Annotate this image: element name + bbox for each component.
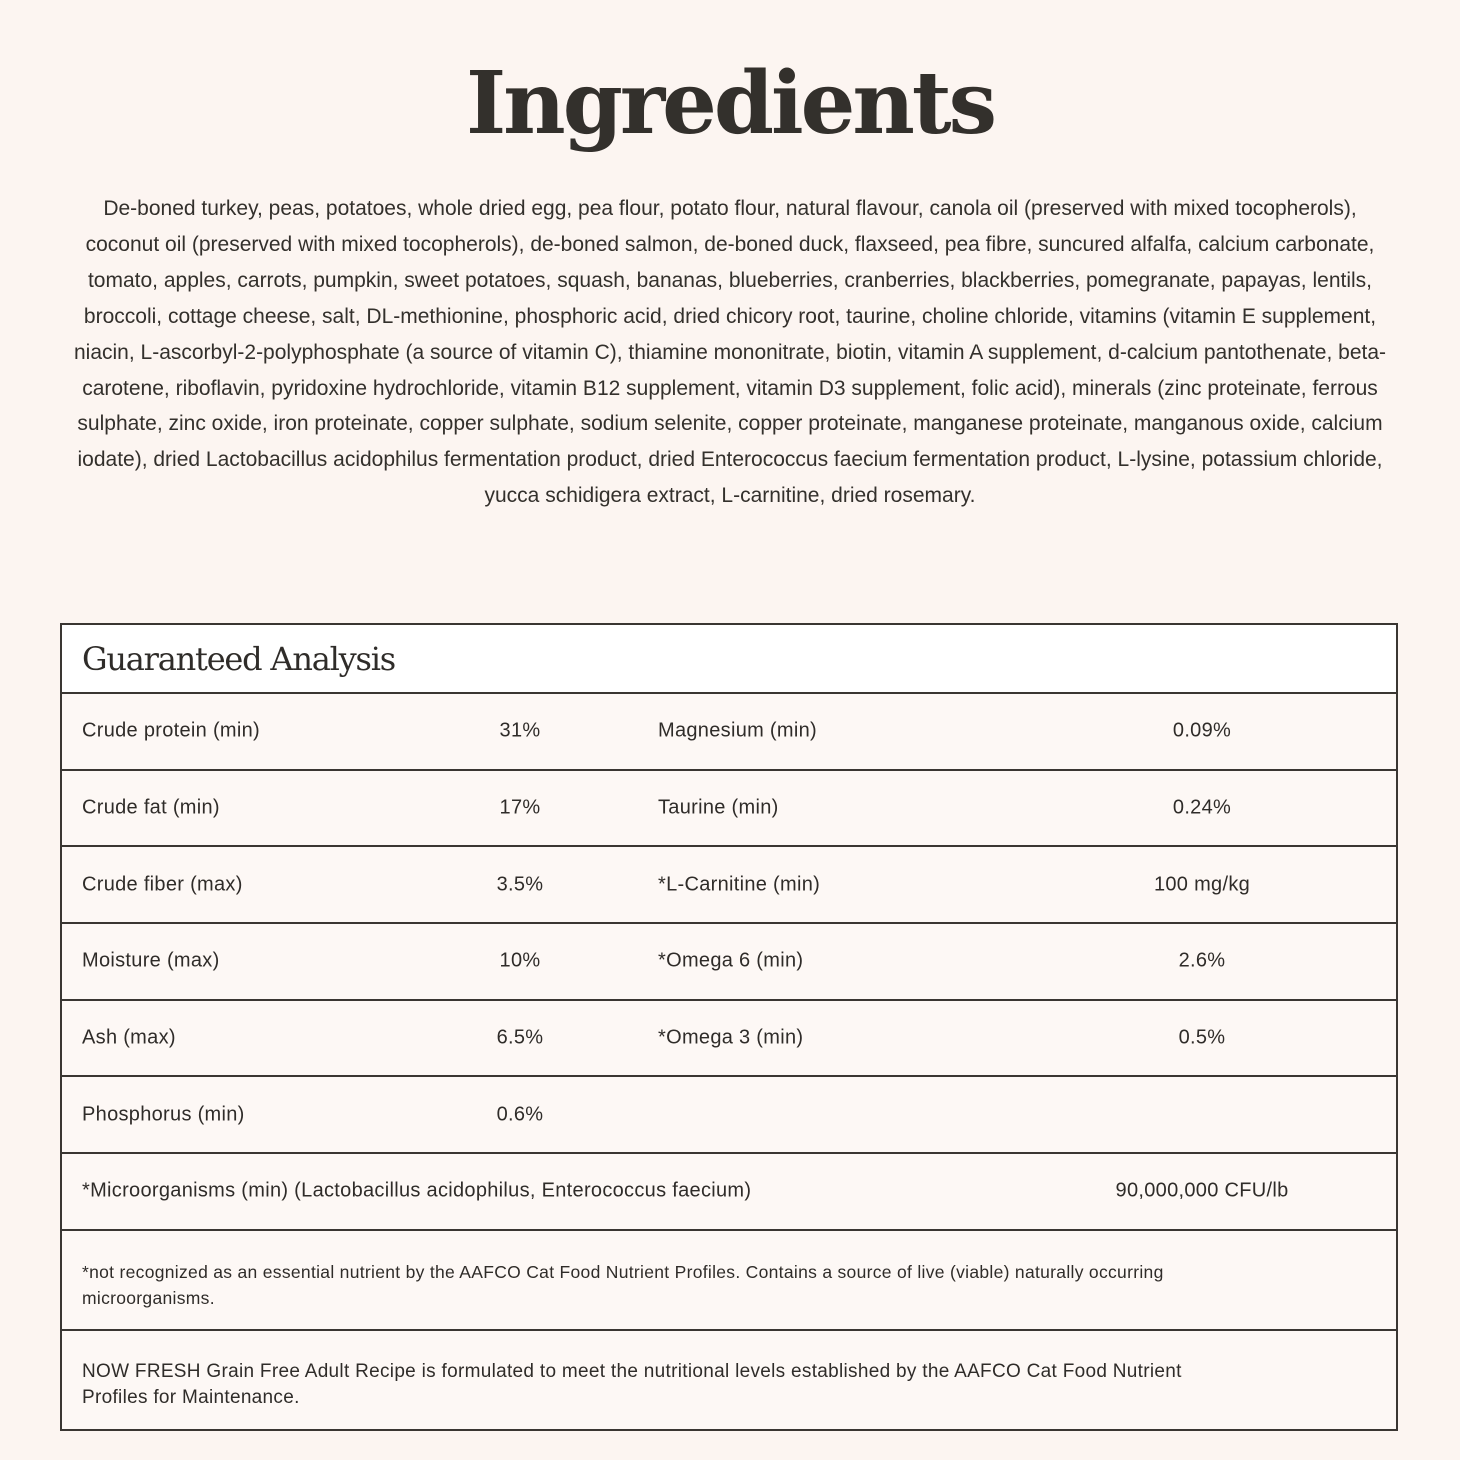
nutrient-name: *Omega 6 (min)	[658, 949, 804, 972]
table-row: Phosphorus (min) 0.6%	[62, 1077, 1396, 1154]
footnote: *not recognized as an essential nutrient by the AAFCO Cat Food Nutrient Profiles. Contains a source of live (viable) naturally occurring microorganisms.	[62, 1231, 1396, 1331]
guaranteed-analysis-table	[60, 623, 1398, 1431]
nutrient-name: Moisture (max)	[82, 949, 220, 972]
microorganisms-row: *Microorganisms (min) (Lactobacillus acidophilus, Enterococcus faecium) 90,000,000 CFU/lb	[62, 1154, 1396, 1231]
table-row: Crude protein (min) 31% Magnesium (min) 0.09%	[62, 694, 1396, 771]
nutrient-name: *Omega 3 (min)	[658, 1026, 804, 1049]
aafco-statement: NOW FRESH Grain Free Adult Recipe is formulated to meet the nutritional levels established by the AAFCO Cat Food Nutrient Profiles for Maintenance.	[82, 1360, 1182, 1408]
table-row: Ash (max) 6.5% *Omega 3 (min) 0.5%	[62, 1001, 1396, 1078]
nutrient-name: Crude fiber (max)	[82, 873, 243, 896]
table-title: Guaranteed Analysis	[82, 639, 396, 678]
nutrient-name: Crude protein (min)	[82, 719, 260, 742]
nutrient-name: Ash (max)	[82, 1026, 176, 1049]
table-header	[62, 625, 1396, 694]
nutrient-name: Magnesium (min)	[658, 719, 817, 742]
table-row: Moisture (max) 10% *Omega 6 (min) 2.6%	[62, 924, 1396, 1001]
table-row: Crude fat (min) 17% Taurine (min) 0.24%	[62, 771, 1396, 848]
nutrient-name: *Microorganisms (min) (Lactobacillus acidophilus, Enterococcus faecium)	[82, 1179, 752, 1202]
ingredients-list: De-boned turkey, peas, potatoes, whole dried egg, pea flour, potato flour, natural flavour, canola oil (preserved with mixed tocopherols), coconut oil (preserved with mixed tocopherols), de-boned salmon, de-boned duck, flaxseed, pea fibre, suncured alfalfa, calcium carbonate, tomato, apples, carrots, pumpkin, sweet potatoes, squash, bananas, blueberries, cranberries, blackberries, pomegranate, papayas, lentils, broccoli, cottage cheese, salt, DL-methionine, phosphoric acid, dried chicory root, taurine, choline chloride, vitamins (vitamin E supplement, niacin, L-ascorbyl-2-polyphosphate (a source of vitamin C), thiamine mononitrate, biotin, vitamin A supplement, d-calcium pantothenate, beta-carotene, riboflavin, pyridoxine hydrochloride, vitamin B12 supplement, vitamin D3 supplement, folic acid), minerals (zinc proteinate, ferrous sulphate, zinc oxide, iron proteinate, copper sulphate, sodium selenite, copper proteinate, manganese proteinate, manganous oxide, calcium iodate), dried Lactobacillus acidophilus fermentation product, dried Enterococcus faecium fermentation product, L-lysine, potassium chloride, yucca schidigera extract, L-carnitine, dried rosemary.	[73, 197, 1387, 508]
nutrient-name: Phosphorus (min)	[82, 1103, 245, 1126]
nutrient-name: Crude fat (min)	[82, 796, 220, 819]
nutrient-name: *L-Carnitine (min)	[658, 873, 821, 896]
nutrient-name: Taurine (min)	[658, 796, 779, 819]
table-row: Crude fiber (max) 3.5% *L-Carnitine (min) 100 mg/kg	[62, 847, 1396, 924]
page-title: Ingredients	[465, 53, 995, 154]
